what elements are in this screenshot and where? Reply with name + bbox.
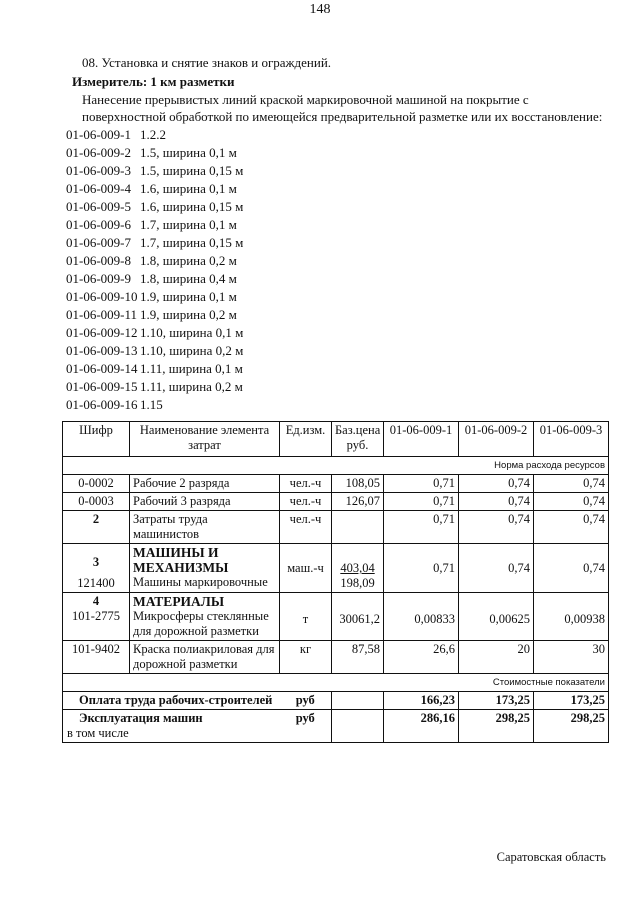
row-unit: чел.-ч bbox=[280, 511, 332, 544]
code-list-item bbox=[66, 216, 243, 234]
row-value: 0,74 bbox=[534, 511, 609, 544]
code-list-item bbox=[66, 252, 243, 270]
code-list bbox=[66, 126, 243, 414]
code-desc: 1.5, ширина 0,1 м bbox=[140, 145, 237, 160]
code-list-item bbox=[66, 288, 243, 306]
row-price bbox=[332, 511, 384, 544]
cost-unit: руб bbox=[280, 692, 332, 710]
norm-caption: Норма расхода ресурсов bbox=[63, 457, 609, 475]
section-number: 4 bbox=[92, 594, 100, 608]
row-price: 126,07 bbox=[332, 493, 384, 511]
row-code: 0-0002 bbox=[63, 475, 130, 493]
row-name: Рабочие 2 разряда bbox=[130, 475, 280, 493]
item-name: Микросферы стеклянные для дорожной разметки bbox=[133, 609, 269, 638]
code: 01-06-009-1 bbox=[66, 127, 131, 142]
code: 01-06-009-16 bbox=[66, 397, 138, 412]
cost-value: 286,16 bbox=[384, 710, 459, 743]
code-list-item bbox=[66, 180, 243, 198]
row-name bbox=[130, 544, 280, 593]
row-price bbox=[332, 544, 384, 593]
code-desc: 1.11, ширина 0,1 м bbox=[140, 361, 243, 376]
row-value: 26,6 bbox=[384, 641, 459, 674]
row-code bbox=[63, 544, 130, 593]
code: 01-06-009-5 bbox=[66, 199, 131, 214]
code: 01-06-009-7 bbox=[66, 235, 131, 250]
code: 01-06-009-6 bbox=[66, 217, 131, 232]
footer-region: Саратовская область bbox=[496, 850, 606, 864]
row-value: 30 bbox=[534, 641, 609, 674]
code-desc: 1.2.2 bbox=[140, 127, 166, 142]
row-unit: т bbox=[280, 593, 332, 641]
table-row bbox=[63, 475, 609, 493]
code-desc: 1.8, ширина 0,2 м bbox=[140, 253, 237, 268]
row-price: 108,05 bbox=[332, 475, 384, 493]
header-col3: 01-06-009-3 bbox=[534, 422, 609, 457]
row-unit: кг bbox=[280, 641, 332, 674]
cost-caption: Стоимостные показатели bbox=[63, 674, 609, 692]
cost-name bbox=[63, 710, 280, 743]
row-unit: маш.-ч bbox=[280, 544, 332, 593]
cost-value: 298,25 bbox=[459, 710, 534, 743]
norm-caption-row bbox=[63, 457, 609, 475]
code-desc: 1.8, ширина 0,4 м bbox=[140, 271, 237, 286]
table-row bbox=[63, 544, 609, 593]
header-code: Шифр bbox=[63, 422, 130, 457]
price-main: 403,04 bbox=[340, 561, 375, 575]
code: 01-06-009-4 bbox=[66, 181, 131, 196]
code-desc: 1.6, ширина 0,1 м bbox=[140, 181, 237, 196]
code-desc: 1.9, ширина 0,2 м bbox=[140, 307, 237, 322]
table-row bbox=[63, 493, 609, 511]
cost-value: 166,23 bbox=[384, 692, 459, 710]
row-code: 2 bbox=[63, 511, 130, 544]
item-name: Машины маркировочные bbox=[133, 575, 268, 589]
row-value: 0,74 bbox=[459, 493, 534, 511]
row-code: 0-0003 bbox=[63, 493, 130, 511]
resource-table bbox=[62, 421, 609, 743]
item-code: 101-2775 bbox=[72, 609, 120, 623]
row-value: 0,74 bbox=[459, 475, 534, 493]
row-value: 20 bbox=[459, 641, 534, 674]
row-price: 87,58 bbox=[332, 641, 384, 674]
row-value: 0,00625 bbox=[459, 593, 534, 641]
row-name: Рабочий 3 разряда bbox=[130, 493, 280, 511]
cost-unit: руб bbox=[280, 710, 332, 743]
cost-value: 173,25 bbox=[459, 692, 534, 710]
row-unit: чел.-ч bbox=[280, 493, 332, 511]
row-code bbox=[63, 593, 130, 641]
code: 01-06-009-11 bbox=[66, 307, 138, 322]
code: 01-06-009-9 bbox=[66, 271, 131, 286]
row-name: Краска полиакриловая для дорожной разметки bbox=[130, 641, 280, 674]
row-price: 30061,2 bbox=[332, 593, 384, 641]
row-code: 101-9402 bbox=[63, 641, 130, 674]
code-list-item bbox=[66, 396, 243, 414]
code-list-item bbox=[66, 270, 243, 288]
row-value: 0,71 bbox=[384, 493, 459, 511]
code-list-item bbox=[66, 234, 243, 252]
code-list-item bbox=[66, 144, 243, 162]
cost-caption-row bbox=[63, 674, 609, 692]
row-value: 0,71 bbox=[384, 511, 459, 544]
cost-name: Оплата труда рабочих-строителей bbox=[63, 692, 280, 710]
including-label: в том числе bbox=[67, 726, 129, 740]
code-list-item bbox=[66, 324, 243, 342]
header-unit: Ед.изм. bbox=[280, 422, 332, 457]
code: 01-06-009-2 bbox=[66, 145, 131, 160]
code-list-item bbox=[66, 378, 243, 396]
code-list-item bbox=[66, 306, 243, 324]
cost-price bbox=[332, 710, 384, 743]
cost-row bbox=[63, 710, 609, 743]
cost-price bbox=[332, 692, 384, 710]
code: 01-06-009-15 bbox=[66, 379, 138, 394]
item-code: 121400 bbox=[77, 576, 115, 590]
code-desc: 1.9, ширина 0,1 м bbox=[140, 289, 237, 304]
code-desc: 1.11, ширина 0,2 м bbox=[140, 379, 243, 394]
code-list-item bbox=[66, 342, 243, 360]
section-number: 3 bbox=[92, 555, 100, 569]
page-number: 148 bbox=[309, 2, 331, 17]
code-list-item bbox=[66, 162, 243, 180]
row-value: 0,74 bbox=[534, 493, 609, 511]
code: 01-06-009-8 bbox=[66, 253, 131, 268]
row-value: 0,00833 bbox=[384, 593, 459, 641]
table-header-row bbox=[63, 422, 609, 457]
meter-label: Измеритель: 1 км разметки bbox=[72, 74, 235, 89]
code-desc: 1.6, ширина 0,15 м bbox=[140, 199, 244, 214]
cost-value: 173,25 bbox=[534, 692, 609, 710]
code-list-item bbox=[66, 360, 243, 378]
code: 01-06-009-13 bbox=[66, 343, 138, 358]
row-value: 0,74 bbox=[534, 475, 609, 493]
code: 01-06-009-3 bbox=[66, 163, 131, 178]
code: 01-06-009-10 bbox=[66, 289, 138, 304]
cost-title: Эксплуатация машин bbox=[79, 711, 203, 725]
row-value: 0,71 bbox=[384, 544, 459, 593]
code-desc: 1.10, ширина 0,1 м bbox=[140, 325, 244, 340]
header-col1: 01-06-009-1 bbox=[384, 422, 459, 457]
cost-row bbox=[63, 692, 609, 710]
row-value: 0,74 bbox=[534, 544, 609, 593]
cost-value: 298,25 bbox=[534, 710, 609, 743]
code: 01-06-009-12 bbox=[66, 325, 138, 340]
section-heading: МАТЕРИАЛЫ bbox=[133, 594, 225, 609]
row-value: 0,00938 bbox=[534, 593, 609, 641]
header-price: Баз.цена руб. bbox=[332, 422, 384, 457]
row-value: 0,71 bbox=[384, 475, 459, 493]
table-row bbox=[63, 641, 609, 674]
code-list-item bbox=[66, 198, 243, 216]
section-title: 08. Установка и снятие знаков и ограждений. bbox=[82, 55, 332, 70]
code-list-item bbox=[66, 126, 243, 144]
table-row bbox=[63, 593, 609, 641]
row-name: Затраты труда машинистов bbox=[130, 511, 280, 544]
code: 01-06-009-14 bbox=[66, 361, 138, 376]
section-heading: МАШИНЫ И МЕХАНИЗМЫ bbox=[133, 545, 229, 575]
work-description: Нанесение прерывистых линий краской маркировочной машиной на покрытие с поверхностной обработкой по имеющейся предварительной разметке или их восстановление: bbox=[82, 92, 603, 124]
row-value: 0,74 bbox=[459, 544, 534, 593]
header-col2: 01-06-009-2 bbox=[459, 422, 534, 457]
row-value: 0,74 bbox=[459, 511, 534, 544]
price-secondary: 198,09 bbox=[340, 576, 375, 590]
code-desc: 1.7, ширина 0,1 м bbox=[140, 217, 237, 232]
header-name: Наименование элемента затрат bbox=[130, 422, 280, 457]
code-desc: 1.10, ширина 0,2 м bbox=[140, 343, 244, 358]
table-row bbox=[63, 511, 609, 544]
row-unit: чел.-ч bbox=[280, 475, 332, 493]
code-desc: 1.7, ширина 0,15 м bbox=[140, 235, 244, 250]
row-name bbox=[130, 593, 280, 641]
code-desc: 1.5, ширина 0,15 м bbox=[140, 163, 244, 178]
code-desc: 1.15 bbox=[140, 397, 163, 412]
